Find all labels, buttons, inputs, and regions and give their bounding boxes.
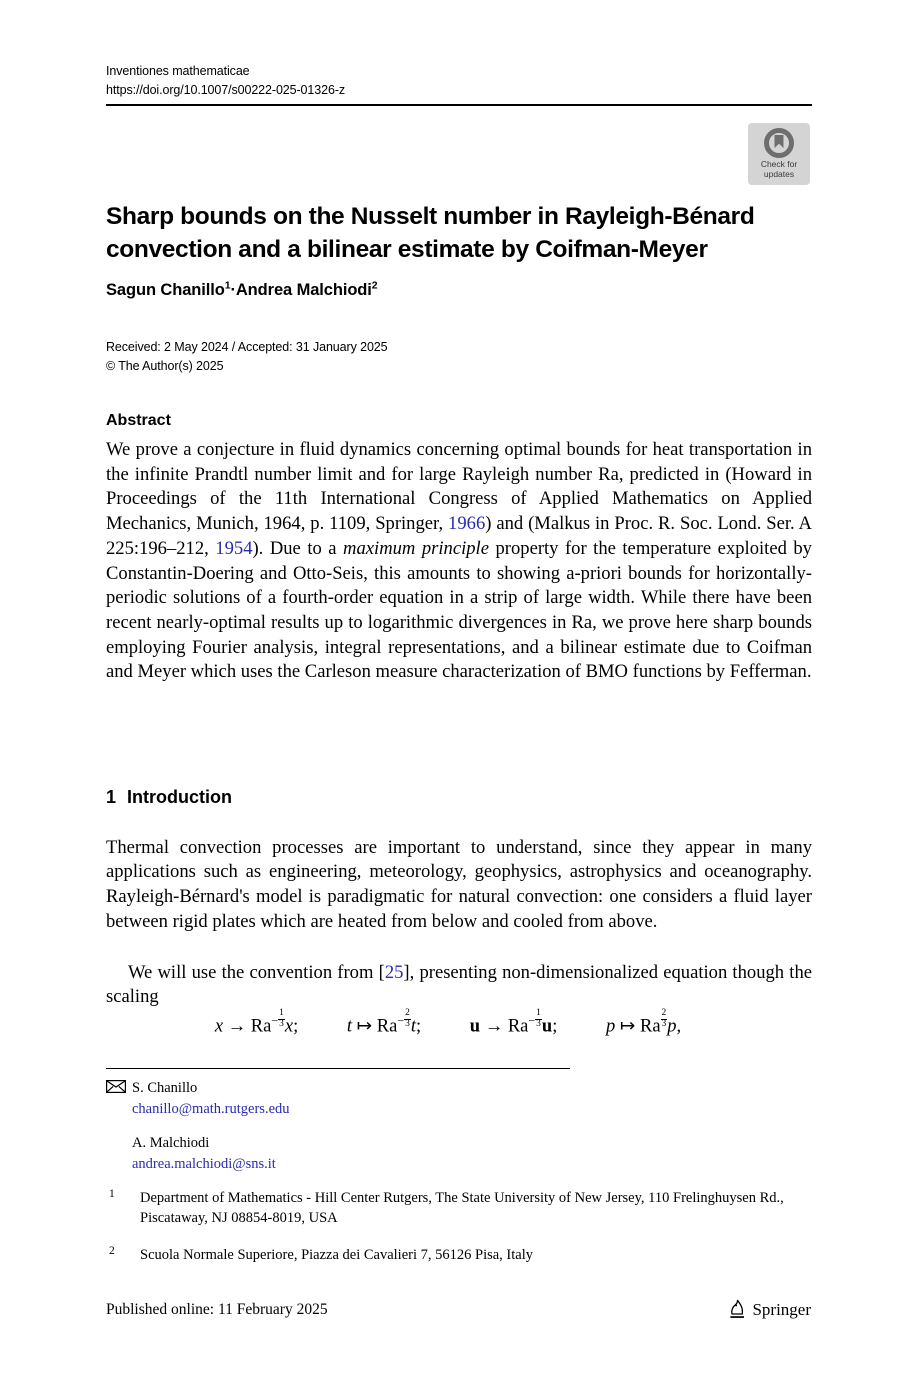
eq3-target: u: [541, 1016, 553, 1037]
abstract-citation-1[interactable]: 1966: [448, 513, 486, 535]
equation-group-3: [470, 1008, 558, 1038]
second-author-name: A. Malchiodi: [132, 1135, 210, 1151]
eq2-exponent: [404, 1009, 411, 1029]
eq4-punct: ,: [676, 1016, 682, 1037]
springer-branding: [728, 1299, 811, 1320]
affiliation-item: [106, 1188, 806, 1228]
received-accepted-line: Received: 2 May 2024 / Accepted: 31 January 2025: [106, 340, 388, 354]
springer-knight-icon: [728, 1299, 747, 1320]
affiliation-text: Scuola Normale Superiore, Piazza dei Cavalieri 7, 56126 Pisa, Italy: [140, 1247, 534, 1263]
eq3-exp-num: 1: [536, 1008, 541, 1018]
abstract-part-2: ) and (Malkus in Proc. R. Soc. Lond. Ser. A 225:196–212,: [106, 513, 812, 559]
author-name-2[interactable]: Andrea Malchiodi: [235, 281, 372, 299]
eq3-base: Ra: [507, 1016, 529, 1037]
springer-wordmark: Springer: [752, 1299, 811, 1319]
eq2-exp-den: 3: [405, 1018, 410, 1029]
section-title: Introduction: [127, 786, 232, 807]
eq4-exponent: [661, 1009, 668, 1029]
eq2-punct: ;: [416, 1016, 422, 1037]
eq1-punct: ;: [293, 1016, 299, 1037]
journal-doi[interactable]: https://doi.org/10.1007/s00222-025-01326-z: [106, 83, 346, 97]
correspondence-spacer: [106, 1120, 666, 1133]
publication-dates: [106, 338, 388, 376]
eq1-target: x: [284, 1016, 294, 1037]
eq4-var: p: [605, 1016, 616, 1037]
eq1-exp-num: 1: [279, 1008, 284, 1018]
eq2-base: Ra: [376, 1016, 398, 1037]
eq2-exp-num: 2: [405, 1008, 410, 1018]
affiliation-marker: 2: [109, 1245, 115, 1257]
abstract-heading: Abstract: [106, 412, 171, 429]
crossmark-circle-icon: [764, 128, 794, 158]
intro-p2-part-2: ], presenting non-dimensionalized equation though the scaling: [106, 961, 812, 1008]
author-separator: ·: [230, 281, 236, 299]
check-for-updates-badge[interactable]: [748, 123, 810, 185]
eq4-target: p: [667, 1016, 677, 1037]
eq4-base: Ra: [639, 1016, 661, 1037]
author-name-1[interactable]: Sagun Chanillo: [106, 281, 225, 299]
eq3-var: u: [469, 1016, 481, 1037]
intro-p2-citation[interactable]: 25: [384, 961, 404, 983]
author-affil-marker-2: 2: [371, 279, 378, 292]
author-list: [106, 281, 378, 300]
corresponding-author-name: S. Chanillo: [132, 1080, 198, 1096]
eq2-var: t: [346, 1016, 352, 1037]
section-number: 1: [106, 786, 117, 807]
eq3-exp-den: 3: [536, 1018, 541, 1029]
affiliation-list: [106, 1188, 806, 1282]
footnote-divider: [106, 1068, 570, 1069]
abstract-part-4: property for the temperature exploited by Constantin-Doering and Otto-Seis, this amounts to showing a-priori bounds for horizontally-periodic solutions of a fourth-order equation in a strip of large width. While there have been recent nearly-optimal results up to logarithmic divergences in Ra, we prove here sharp bounds employing Fourier analysis, integral representations, and a bilinear estimate due to Coifman and Meyer which uses the Carleson measure characterization of BMO functions by Fefferman.: [106, 537, 812, 683]
eq4-exp-den: 3: [661, 1018, 667, 1029]
eq3-arrow: →: [484, 1016, 504, 1037]
intro-paragraph-1: Thermal convection processes are important to understand, since they appear in many applications such as engineering, meteorology, geophysics, astrophysics and oceanography. Rayleigh-Bérnard's model is paradigmatic for natural convection: one considers a fluid layer between rigid plates which are heated from below and cooled from above.: [106, 836, 812, 932]
section-heading-introduction: [106, 787, 232, 808]
eq1-exp-den: 3: [279, 1018, 284, 1029]
eq3-exp-sign: −: [528, 1013, 536, 1028]
envelope-icon: [106, 1079, 126, 1092]
eq4-exp-num: 2: [661, 1008, 667, 1018]
eq4-arrow: ↦: [619, 1016, 636, 1037]
abstract-part-3: ). Due to a: [252, 537, 344, 559]
eq2-exp-sign: −: [397, 1013, 405, 1028]
eq2-target: t: [410, 1016, 416, 1037]
badge-line-1: Check for: [760, 159, 798, 169]
page-title: Sharp bounds on the Nusselt number in Rayleigh-Bénard convection and a bilinear estimate by Coifman-Meyer: [106, 203, 755, 264]
eq2-arrow: ↦: [356, 1016, 373, 1037]
affiliation-item: [106, 1245, 806, 1265]
eq1-exp-sign: −: [271, 1013, 279, 1028]
equation-group-1: [215, 1008, 298, 1038]
correspondence-entry-1: [106, 1078, 666, 1120]
eq3-exponent: [535, 1009, 542, 1029]
abstract-text: [106, 438, 812, 685]
eq1-var: x: [214, 1016, 224, 1037]
eq1-base: Ra: [250, 1016, 272, 1037]
abstract-part-1: We prove a conjecture in fluid dynamics concerning optimal bounds for heat transportation in the infinite Prandtl number limit and for large Rayleigh number Ra, predicted in (Howard in Proceedings of the 11th International Congress of Applied Mathematics on Applied Mechanics, Munich, 1964, p. 1109, Springer,: [106, 439, 812, 535]
affiliation-text: Department of Mathematics - Hill Center Rutgers, The State University of New Jersey, 110 Frelinghuysen Rd., Piscataway, NJ 08854-8019, USA: [140, 1190, 784, 1226]
check-for-updates-label: [761, 159, 797, 179]
equation-group-4: [606, 1008, 681, 1038]
correspondence-entry-2: [106, 1133, 666, 1175]
eq3-punct: ;: [552, 1016, 558, 1037]
badge-line-2: updates: [763, 169, 795, 179]
header-divider: [106, 104, 812, 106]
intro-p2-part-1: We will use the convention from [: [128, 961, 385, 983]
copyright-line: © The Author(s) 2025: [106, 359, 224, 373]
abstract-citation-2[interactable]: 1954: [215, 537, 253, 559]
corresponding-author-email[interactable]: chanillo@math.rutgers.edu: [132, 1101, 290, 1117]
abstract-emphasis-1: maximum principle: [343, 537, 489, 559]
scaling-equation: [106, 1008, 812, 1038]
eq1-arrow: →: [227, 1016, 247, 1037]
intro-paragraph-2: [106, 961, 812, 1010]
author-affil-marker-1: 1: [224, 279, 231, 292]
second-author-email[interactable]: andrea.malchiodi@sns.it: [132, 1156, 276, 1172]
journal-header: [106, 62, 812, 100]
equation-group-2: [347, 1008, 421, 1038]
journal-name: Inventiones mathematicae: [106, 64, 250, 78]
correspondence-block: [106, 1078, 666, 1175]
affiliation-marker: 1: [109, 1188, 115, 1200]
eq1-exponent: [278, 1009, 285, 1029]
published-online-date: Published online: 11 February 2025: [106, 1301, 328, 1318]
